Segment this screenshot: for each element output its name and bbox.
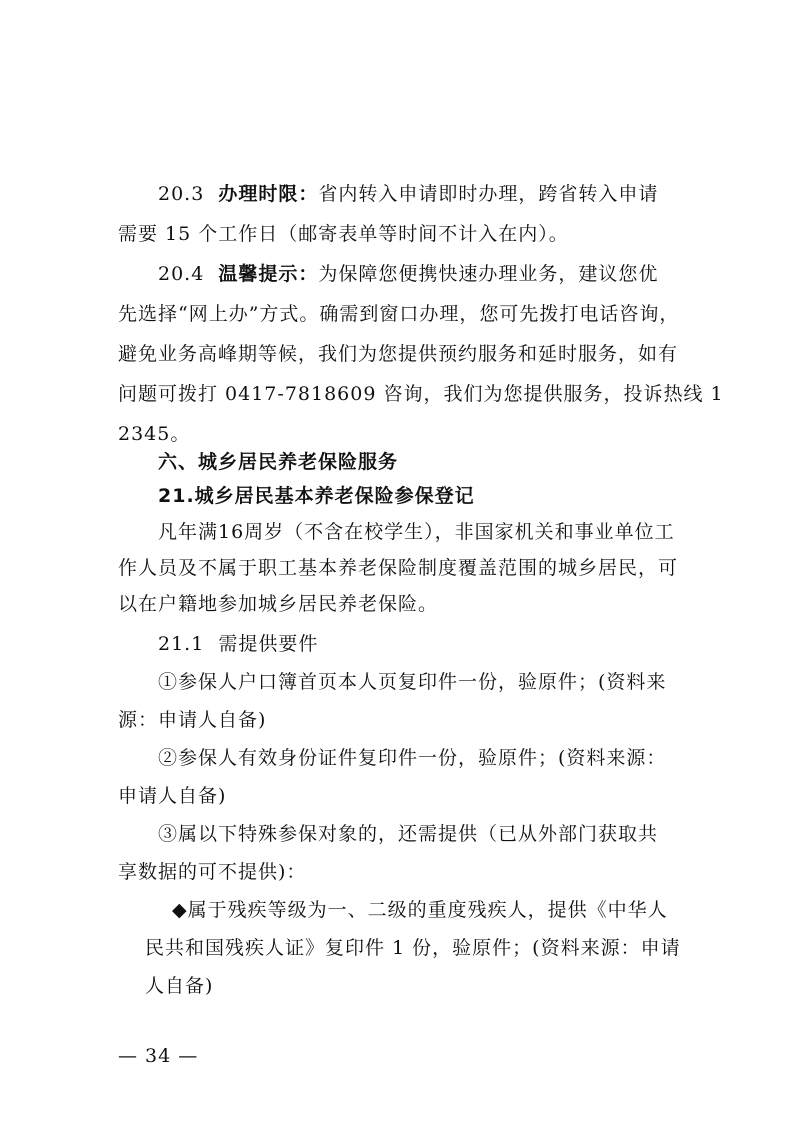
paragraph-21-1 xyxy=(158,632,718,656)
section-number: 20.3 xyxy=(158,183,205,205)
section-number: 21.1 xyxy=(158,633,205,655)
paragraph-line: 凡年满16周岁（不含在校学生），非国家机关和事业单位工 xyxy=(158,521,675,543)
paragraph-line: 以在户籍地参加城乡居民养老保险。 xyxy=(118,593,439,615)
paragraph-text: 省内转入申请即时办理，跨省转入申请 xyxy=(318,183,659,205)
subsection-title: 21.城乡居民基本养老保险参保登记 xyxy=(158,485,475,507)
paragraph-line: 问题可拨打 0417-7818609 咨询，我们为您提供服务，投诉热线 1 xyxy=(118,383,724,405)
bullet-item-continuation: 人自备) xyxy=(145,975,214,997)
list-item: ③属以下特殊参保对象的，还需提供（已从外部门获取共 xyxy=(158,823,659,845)
page-number: — 34 — xyxy=(118,1045,199,1067)
section-heading: 办理时限： xyxy=(218,183,319,205)
section-heading: 温馨提示： xyxy=(218,263,319,285)
paragraph-line: 先选择“网上办”方式。确需到窗口办理，您可先拨打电话咨询， xyxy=(118,303,680,325)
section-title: 六、城乡居民养老保险服务 xyxy=(158,451,399,473)
paragraph-text: 为保障您便携快速办理业务，建议您优 xyxy=(318,263,659,285)
paragraph-line: 作人员及不属于职工基本养老保险制度覆盖范围的城乡居民，可 xyxy=(118,557,679,579)
bullet-item-continuation: 民共和国残疾人证》复印件 1 份，验原件；(资料来源：申请 xyxy=(145,937,681,959)
paragraph-line: 2345。 xyxy=(118,423,191,445)
list-item-continuation: 申请人自备) xyxy=(118,785,227,807)
list-item-continuation: 享数据的可不提供)： xyxy=(118,861,307,883)
list-item: ②参保人有效身份证件复印件一份，验原件；(资料来源： xyxy=(158,747,667,769)
bullet-item: ◆属于残疾等级为一、二级的重度残疾人，提供《中华人 xyxy=(172,899,668,921)
section-heading: 需提供要件 xyxy=(218,633,319,655)
paragraph-20-3 xyxy=(158,182,718,206)
list-item-continuation: 源：申请人自备) xyxy=(118,709,267,731)
paragraph-20-4 xyxy=(158,262,718,286)
paragraph-line: 需要 15 个工作日（邮寄表单等时间不计入在内）。 xyxy=(118,223,569,245)
list-item: ①参保人户口簿首页本人页复印件一份，验原件；(资料来 xyxy=(158,671,667,693)
paragraph-line: 避免业务高峰期等候，我们为您提供预约服务和延时服务，如有 xyxy=(118,343,679,365)
section-number: 20.4 xyxy=(158,263,205,285)
